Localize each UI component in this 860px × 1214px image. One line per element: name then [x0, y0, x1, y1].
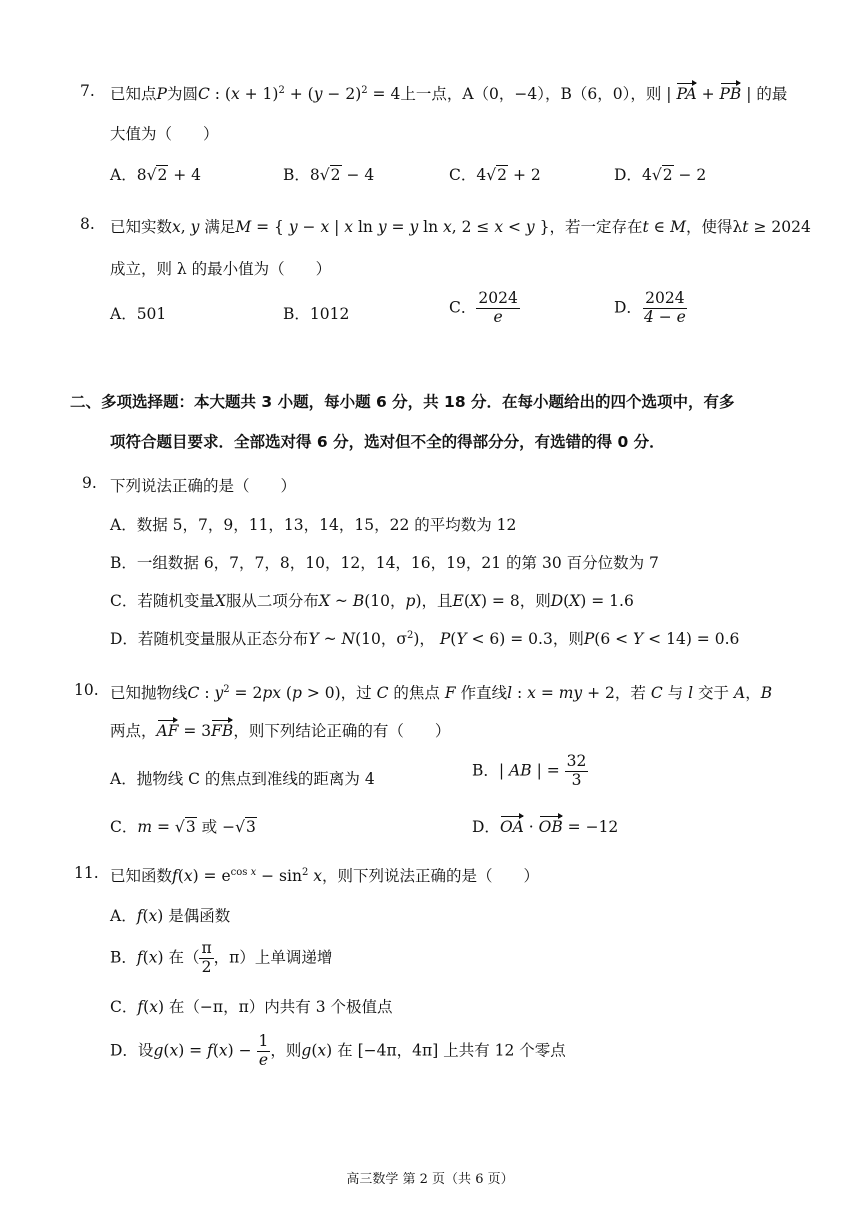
option-c: C．f(x) 在（−π，π）内共有 3 个极值点	[110, 998, 393, 1016]
question-stem-cont: 大值为（ ）	[110, 125, 219, 143]
question-number: 10.	[74, 681, 99, 699]
option-a: A．抛物线 C 的焦点到准线的距离为 4	[110, 770, 375, 788]
option-c: C． $\frac{2024}{e}$	[449, 289, 518, 326]
question-stem: 已知实数x, y 满足M = { y − x | x ln y = y ln x, 2 ≤ x < y }，若一定存在t ∈ M，使得λt ≥ 2024	[110, 218, 811, 236]
option-b: B．8√2 − 4	[283, 166, 375, 184]
page-footer: 高三数学 第 2 页（共 6 页）	[346, 1172, 514, 1187]
question-stem: 下列说法正确的是（ ）	[110, 477, 297, 495]
question-stem: 已知点P为圆C : $(x + 1)^2 + (y - 2)^2 = 4$上一点，A（0，−4），B（6，0），则 | PA + PB | 的最	[110, 84, 788, 103]
option-b: B．| AB | = $\frac{32}{3}$	[472, 752, 587, 789]
option-d: D．设g(x) = f(x) − $\frac{1}{e}$ ，则g(x) 在 [−4π，4π] 上共有 12 个零点	[110, 1032, 566, 1069]
option-d: D．若随机变量服从正态分布Y ~ N(10，$\sigma^2$)， P(Y < 6) = 0.3，则P(6 < Y < 14) = 0.6	[110, 629, 740, 648]
option-a: A．f(x) 是偶函数	[110, 907, 231, 925]
option-b: B．1012	[283, 305, 350, 323]
question-stem: 已知函数$f(x) = e^{cos x} - \sin^2 x$，则下列说法正确的是（ ）	[110, 866, 540, 885]
question-stem-cont: 成立，则 λ 的最小值为（ ）	[110, 260, 332, 278]
question-number: 8.	[80, 215, 95, 233]
option-b: B．一组数据 6，7，7，8，10，12，14，16，19，21 的第 30 百分位数为 7	[110, 554, 659, 572]
option-a: A．501	[110, 305, 167, 323]
option-c: C．m = √3 或 −√3	[110, 818, 256, 836]
option-b: B．f(x) 在（ $\frac{\pi}{2}$ ，π）上单调递增	[110, 939, 333, 976]
option-c: C．4√2 + 2	[449, 166, 541, 184]
option-d: D． $\frac{2024}{4 - e}$	[614, 289, 686, 326]
question-number: 9.	[82, 474, 97, 492]
option-d: D．4√2 − 2	[614, 166, 707, 184]
option-d: D．OA · OB = −12	[472, 818, 619, 836]
question-number: 7.	[80, 82, 95, 100]
option-c: C．若随机变量X服从二项分布X ~ B(10，p)，且E(X) = 8，则D(X) = 1.6	[110, 592, 634, 610]
question-stem-cont: 两点，AF = 3FB，则下列结论正确的有（ ）	[110, 722, 451, 740]
question-stem: 已知抛物线C : $y^2 = 2px$ (p > 0)，过 C 的焦点 F 作直线l : x = my + 2，若 C 与 l 交于 A，B	[110, 683, 773, 702]
option-a: A．数据 5，7，9，11，13，14，15，22 的平均数为 12	[110, 516, 517, 534]
question-number: 11.	[74, 864, 99, 882]
option-a: A．8√2 + 4	[110, 166, 202, 184]
